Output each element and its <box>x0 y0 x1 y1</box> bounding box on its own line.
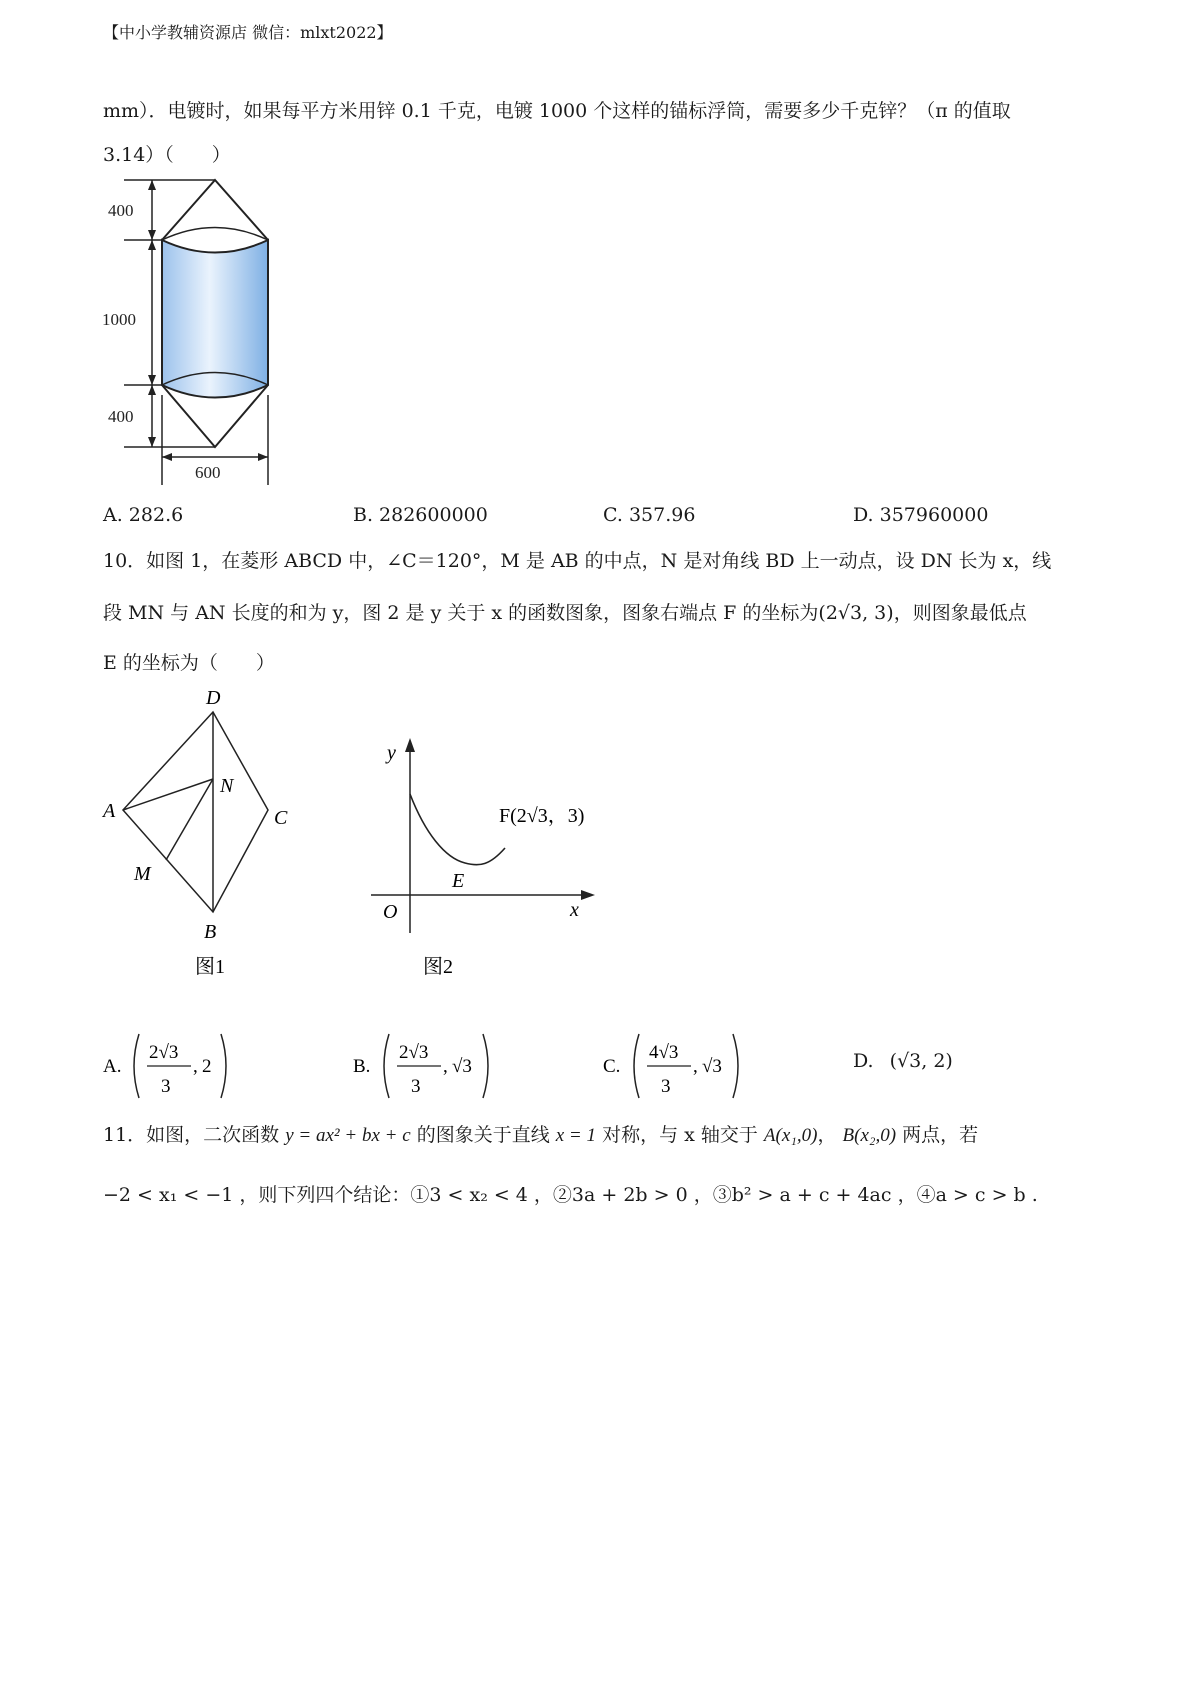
label-b: B <box>204 921 217 943</box>
q10-option-a-second: 2 <box>202 1056 212 1077</box>
svg-text:,: , <box>443 1056 448 1077</box>
q11-text-line1-b: 的图象关于直线 <box>416 1124 550 1146</box>
q11-text-line1-a: 11．如图，二次函数 <box>103 1124 280 1146</box>
q10-option-d-letter: D. <box>853 1050 874 1072</box>
q9-option-b[interactable]: B. 282600000 <box>353 504 488 526</box>
rhombus-figure <box>100 682 320 982</box>
q10-text-line2-b: ，则图象最低点 <box>893 602 1027 624</box>
svg-text:,: , <box>693 1056 698 1077</box>
fig1-caption: 图1 <box>195 956 225 978</box>
q10-option-c[interactable] <box>603 1030 763 1106</box>
q10-option-c-letter: C. <box>603 1056 621 1077</box>
q10-option-c-den: 3 <box>661 1076 671 1097</box>
q10-option-b-second: √3 <box>452 1056 472 1077</box>
q11-axis: x = 1 <box>555 1125 597 1146</box>
point-e-label: E <box>452 870 465 892</box>
label-d: D <box>206 687 221 709</box>
q10-text-line2-a: 段 MN 与 AN 长度的和为 y，图 2 是 y 关于 x 的函数图象，图象右端点 F 的坐标为 <box>103 602 819 624</box>
buoy-figure <box>100 170 290 490</box>
svg-text:,: , <box>193 1056 198 1077</box>
q10-option-a[interactable] <box>103 1030 263 1106</box>
q9-text-line2: 3.14）（ ） <box>103 144 231 166</box>
q11-equation: y = ax² + bx + c <box>285 1125 411 1146</box>
label-m: M <box>134 863 151 885</box>
q9-option-d[interactable]: D. 357960000 <box>853 504 989 526</box>
dim-width-label: 600 <box>195 463 221 482</box>
q10-text-line1: 10．如图 1，在菱形 ABCD 中，∠C＝120°，M 是 AB 的中点，N 是对角线 BD 上一动点，设 DN 长为 x，线 <box>103 550 1052 572</box>
q10-option-c-num: 4√3 <box>649 1042 679 1063</box>
q10-option-a-letter: A. <box>103 1056 122 1077</box>
q10-option-b[interactable] <box>353 1030 513 1106</box>
q9-option-c[interactable]: C. 357.96 <box>603 504 696 526</box>
q10-option-b-num: 2√3 <box>399 1042 429 1063</box>
q10-option-a-num: 2√3 <box>149 1042 179 1063</box>
q11-text-line1: 11．如图，二次函数 y = ax² + bx + c 的图象关于直线 x = 1 对称，与 x 轴交于 A(x₁,0)， B(x₂,0) 两点，若 <box>103 1124 979 1146</box>
dim-bottom-label: 400 <box>108 407 134 426</box>
axis-y-label: y <box>387 742 396 764</box>
label-c: C <box>274 807 288 829</box>
label-a: A <box>103 800 116 822</box>
q10-option-c-second: √3 <box>702 1056 722 1077</box>
q10-coord-f: (2√3, 3) <box>818 602 894 624</box>
q10-option-b-den: 3 <box>411 1076 421 1097</box>
q10-option-d[interactable] <box>853 1050 953 1072</box>
q10-option-d-value: (√3, 2) <box>889 1050 953 1072</box>
point-f-label: F(2√3，3) <box>499 805 585 827</box>
page-header: 【中小学教辅资源店 微信：mlxt2022】 <box>103 23 393 42</box>
q10-text-line3: E 的坐标为（ ） <box>103 652 275 674</box>
q11-text-line1-c: 对称，与 x 轴交于 <box>602 1124 758 1146</box>
q11-point-a: A(x₁,0) <box>763 1125 818 1146</box>
function-graph-figure <box>365 728 655 983</box>
q9-text-line1: mm）．电镀时，如果每平方米用锌 0.1 千克，电镀 1000 个这样的锚标浮筒，需要多少千克锌？（π 的值取 <box>103 100 1011 122</box>
q10-option-a-den: 3 <box>161 1076 171 1097</box>
origin-label: O <box>383 901 398 923</box>
label-n: N <box>220 775 234 797</box>
q10-option-b-letter: B. <box>353 1056 371 1077</box>
axis-x-label: x <box>570 899 579 921</box>
q10-text-line2 <box>103 598 1027 625</box>
q11-text-line1-d: 两点，若 <box>902 1124 979 1146</box>
dim-mid-label: 1000 <box>102 310 136 329</box>
q11-text-line2: −2 < x₁ < −1 ，则下列四个结论：①3 < x₂ < 4 ，②3a + 2b > 0 ，③b² > a + c + 4ac ，④a > c > b . <box>103 1184 1038 1206</box>
q11-point-b: B(x₂,0) <box>842 1125 897 1146</box>
fig2-caption: 图2 <box>423 956 453 978</box>
dim-top-label: 400 <box>108 201 134 220</box>
q9-option-a[interactable]: A. 282.6 <box>103 504 184 526</box>
